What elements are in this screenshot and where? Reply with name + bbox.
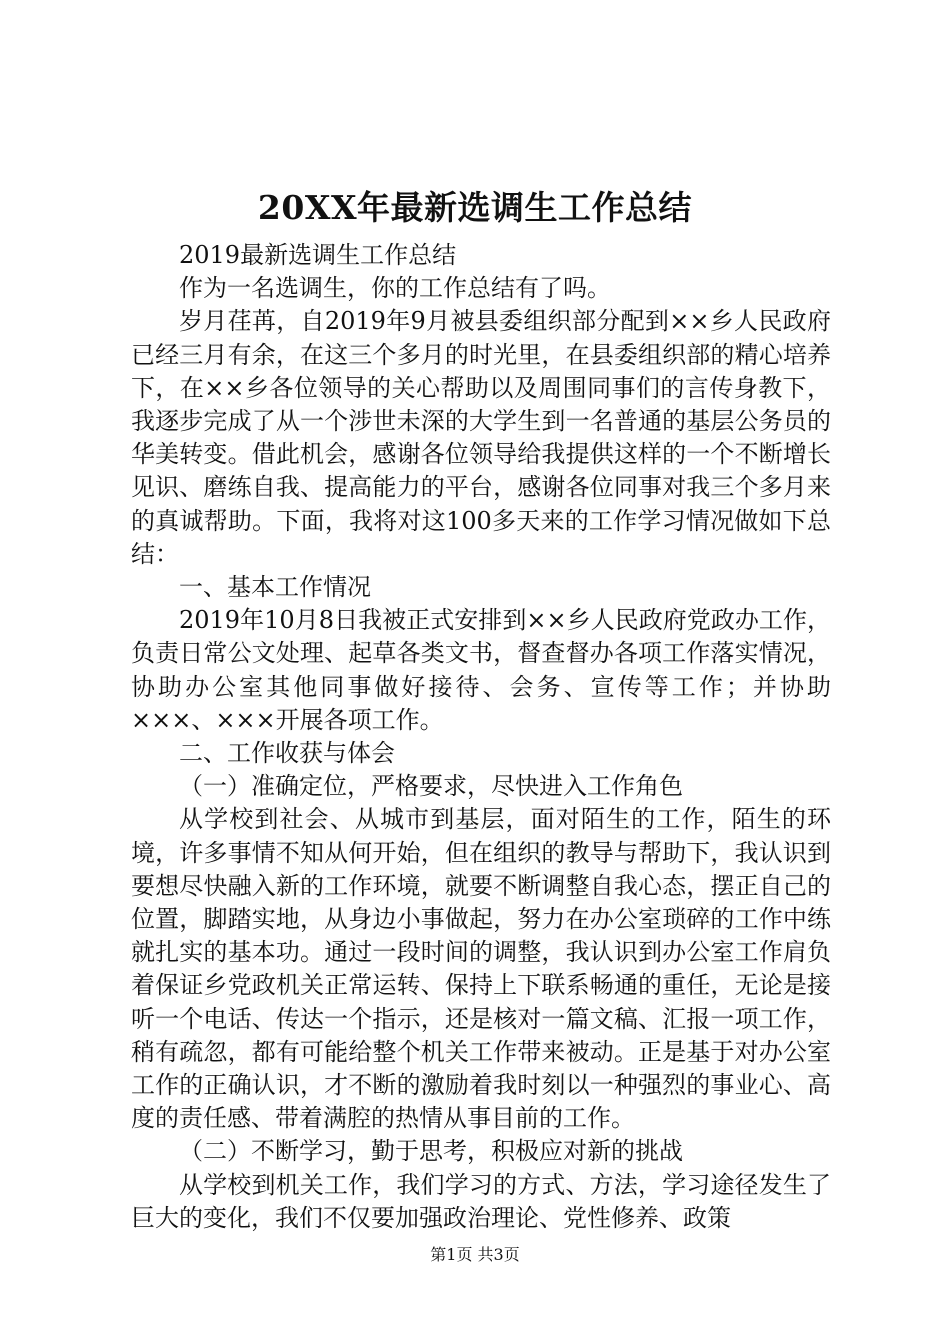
document-title: 20XX年最新选调生工作总结 — [257, 188, 693, 227]
paragraph-intro: 作为一名选调生，你的工作总结有了吗。 — [179, 274, 611, 303]
paragraph: 从学校到机关工作，我们学习的方式、方法，学习途径发生了巨大的变化，我们不仅要加强政治理论、党性修养、政策 — [131, 1170, 831, 1232]
paragraph: 岁月荏苒，自2019年9月被县委组织部分配到××乡人民政府已经三月有余，在这三个多月的时光里，在县委组织部的精心培养下，在××乡各位领导的关心帮助以及周围同事们的言传身教下，我逐步完成了从一个涉世未深的大学生到一名普通的基层公务员的华美转变。借此机会，感谢各位领导给我提供这样的一个不断增长见识、磨练自我、提高能力的平台，感谢各位同事对我三个多月来的真诚帮助。下面，我将对这100多天来的工作学习情况做如下总结： — [131, 307, 831, 568]
paragraph: 从学校到社会、从城市到基层，面对陌生的工作，陌生的环境，许多事情不知从何开始，但在组织的教导与帮助下，我认识到要想尽快融入新的工作环境，就要不断调整自我心态，摆正自己的位置，脚踏实地，从身边小事做起，努力在办公室琐碎的工作中练就扎实的基本功。通过一段时间的调整，我认识到办公室工作肩负着保证乡党政机关正常运转、保持上下联系畅通的重任，无论是接听一个电话、传达一个指示，还是核对一篇文稿、汇报一项工作，稍有疏忽，都有可能给整个机关工作带来被动。正是基于对办公室工作的正确认识，才不断的激励着我时刻以一种强烈的事业心、高度的责任感、带着满腔的热情从事目前的工作。 — [131, 805, 831, 1133]
paragraph: 2019年10月8日我被正式安排到××乡人民政府党政办工作，负责日常公文处理、起草各类文书，督查督办各项工作落实情况，协助办公室其他同事做好接待、会务、宣传等工作；并协助×××、×××开展各项工作。 — [131, 606, 831, 734]
subsection-heading: （一）准确定位，严格要求，尽快进入工作角色 — [179, 772, 683, 801]
page-number-footer: 第1页 共3页 — [430, 1245, 520, 1264]
paragraph-subtitle: 2019最新选调生工作总结 — [179, 241, 457, 269]
section-heading: 二、工作收获与体会 — [179, 739, 395, 768]
subsection-heading: （二）不断学习，勤于思考，积极应对新的挑战 — [179, 1137, 683, 1166]
section-heading: 一、基本工作情况 — [179, 573, 371, 602]
document-body — [131, 239, 831, 1235]
